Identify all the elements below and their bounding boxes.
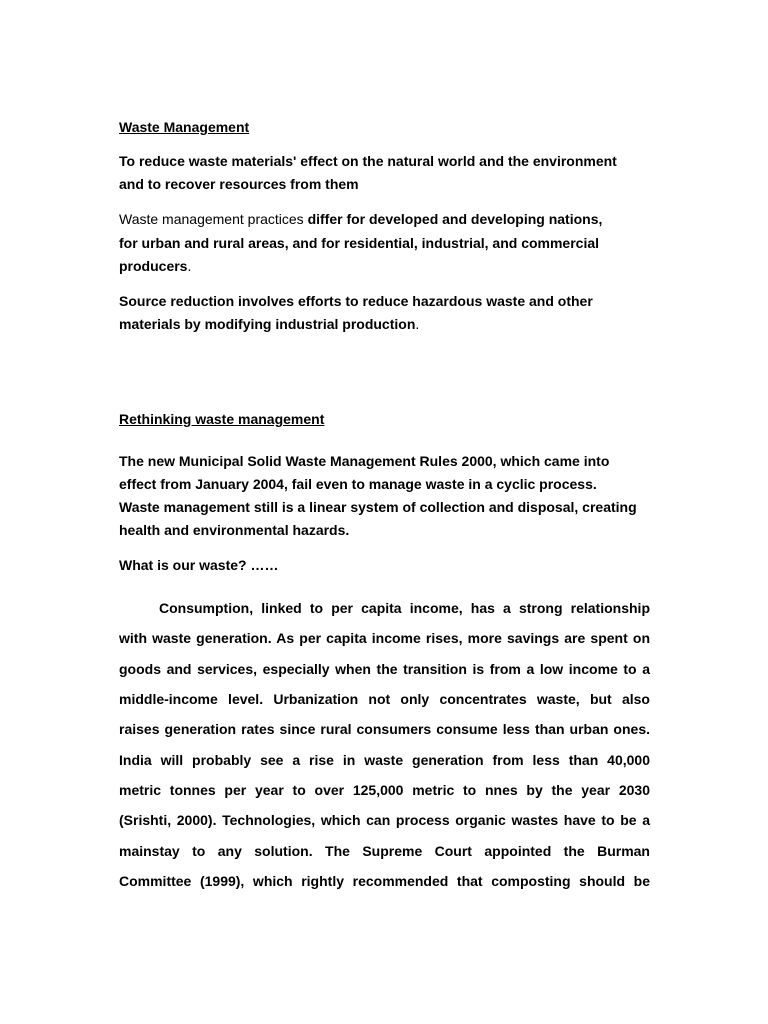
body-line: (Srishti, 2000). Technologies, which can process organic wastes have to be a (119, 812, 650, 828)
paragraph-line: effect from January 2004, fail even to manage waste in a cyclic process. (119, 476, 597, 492)
text-bold: materials by modifying industrial production (119, 316, 416, 332)
body-line: Consumption, linked to per capita income, has a strong relationship (159, 600, 650, 616)
question-line: What is our waste? …… (119, 557, 279, 573)
body-line: middle-income level. Urbanization not only concentrates waste, but also (119, 691, 650, 707)
paragraph-line: To reduce waste materials' effect on the natural world and the environment (119, 153, 617, 169)
body-line: raises generation rates since rural consumers consume less than urban ones. (119, 721, 650, 737)
text-normal: . (187, 258, 192, 274)
body-line: Committee (1999), which rightly recommended that composting should be (119, 873, 650, 889)
text-bold: differ for developed and developing nations, (307, 211, 603, 227)
text-bold: producers (119, 258, 188, 274)
body-line: India will probably see a rise in waste generation from less than 40,000 (119, 752, 650, 768)
paragraph-line (119, 315, 419, 333)
paragraph-line: Source reduction involves efforts to reduce hazardous waste and other (119, 293, 593, 309)
body-line: metric tonnes per year to over 125,000 metric to nnes by the year 2030 (119, 782, 650, 798)
paragraph-line (119, 257, 191, 275)
paragraph-line: Waste management still is a linear system of collection and disposal, creating (119, 499, 637, 515)
text-normal: Waste management practices (119, 211, 308, 227)
body-line: goods and services, especially when the transition is from a low income to a (119, 661, 650, 677)
text-normal: . (415, 316, 420, 332)
paragraph-line (119, 210, 602, 228)
paragraph-line: The new Municipal Solid Waste Management Rules 2000, which came into (119, 453, 610, 469)
paragraph-line: health and environmental hazards. (119, 522, 350, 538)
paragraph-line: and to recover resources from them (119, 176, 359, 192)
body-line: with waste generation. As per capita income rises, more savings are spent on (119, 630, 650, 646)
heading-waste-management: Waste Management (119, 119, 250, 135)
body-line: mainstay to any solution. The Supreme Court appointed the Burman (119, 843, 650, 859)
heading-rethinking-waste-management: Rethinking waste management (119, 411, 325, 427)
paragraph-line: for urban and rural areas, and for residential, industrial, and commercial (119, 235, 600, 251)
